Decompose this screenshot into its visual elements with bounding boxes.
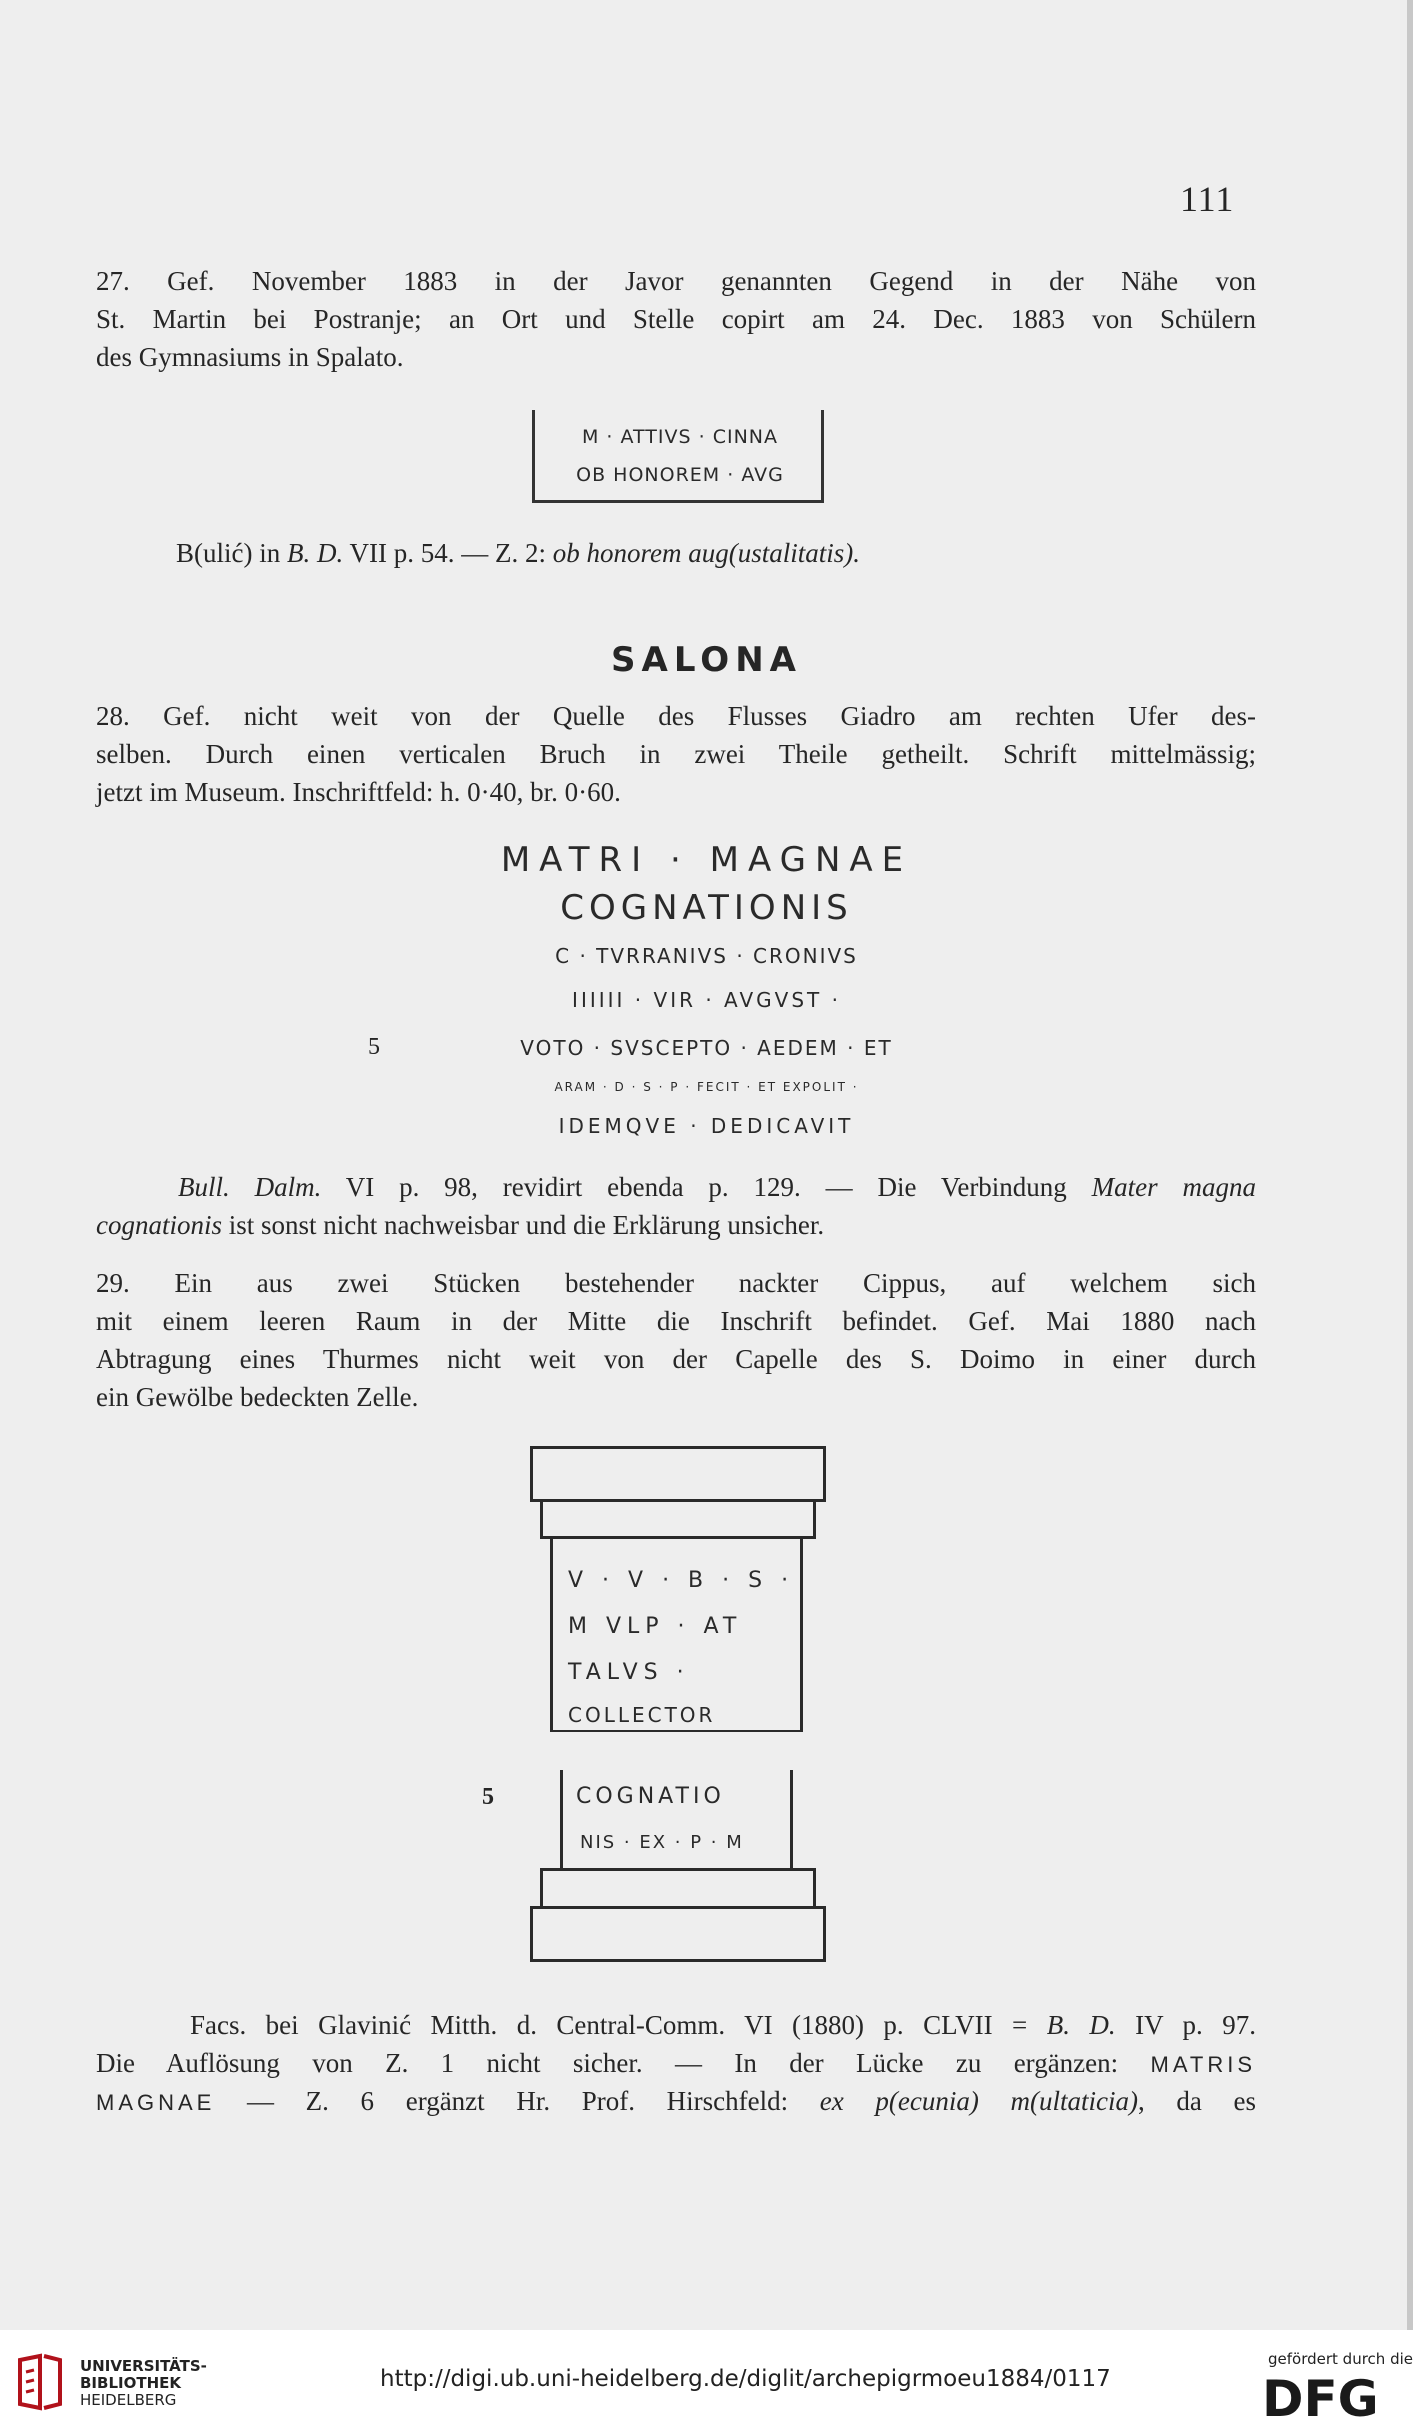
- entry-28-reference: [178, 1168, 1256, 1206]
- foot29-2a: Die Auflösung von Z. 1 nicht sicher. — In der Lücke zu ergänzen:: [96, 2048, 1151, 2078]
- ref-27-prefix: B(ulić) in: [176, 538, 287, 568]
- inscription-28-line-number: 5: [368, 1034, 380, 1060]
- inscription-28-line2: COGNATIONIS: [560, 888, 853, 928]
- inscription-27-line1: M · ATTIVS · CINNA: [582, 426, 778, 448]
- cippus-base-mold-top: [540, 1868, 816, 1871]
- foot29-3a: — Z. 6 ergänzt Hr. Prof. Hirschfeld:: [215, 2086, 820, 2116]
- inscription-29-line5: COGNATIO: [576, 1784, 725, 1809]
- foot29-1b: IV p. 97.: [1115, 2010, 1256, 2040]
- cippus-base-left: [530, 1906, 533, 1962]
- entry-29-footnote-3: [96, 2082, 1256, 2122]
- foot29-3-expansion: ex p(ecunia) m(ultaticia): [819, 2086, 1138, 2116]
- foot29-3b: , da es: [1137, 2086, 1256, 2116]
- entry-28-line2: selben. Durch einen verticalen Bruch in zwei Theile getheilt. Schrift mittelmässig;: [96, 739, 1256, 769]
- cippus-cap-top: [530, 1446, 826, 1449]
- entry-28-text: [96, 697, 1256, 811]
- ref-27-expansion: ob honorem aug(ustalitatis).: [552, 538, 860, 568]
- dfg-logo-text: DFG: [1262, 2370, 1379, 2423]
- page-number: 111: [1180, 179, 1235, 219]
- cippus-cap-right: [823, 1446, 826, 1502]
- entry-29-line2: mit einem leeren Raum in der Mitte die Inschrift befindet. Gef. Mai 1880 nach: [96, 1306, 1256, 1336]
- cippus-base-mold-left: [540, 1868, 543, 1908]
- cippus-mold-right: [813, 1499, 816, 1539]
- foot29-3-spaced: MAGNAE: [96, 2090, 216, 2115]
- cippus-cap-bottom: [530, 1499, 826, 1502]
- cippus-lower-left: [560, 1770, 563, 1870]
- inscription-27-box: [532, 410, 824, 500]
- inscription-28-line3: C · TVRRANIVS · CRONIVS: [555, 944, 858, 968]
- entry-29-line3: Abtragung eines Thurmes nicht weit von der Capelle des S. Doimo in einer durch: [96, 1344, 1256, 1374]
- library-line1: UNIVERSITÄTS-: [80, 2357, 207, 2375]
- library-name[interactable]: [80, 2358, 207, 2409]
- inscription-27-underline: [532, 500, 824, 503]
- entry-29-footnote-1: [190, 2006, 1256, 2044]
- cippus-base-right: [823, 1906, 826, 1962]
- entry-27-line2: St. Martin bei Postranje; an Ort und Stelle copirt am 24. Dec. 1883 von Schülern: [96, 304, 1256, 334]
- entry-29-footnote-2: [96, 2044, 1256, 2084]
- entry-28-reference-2: [96, 1206, 1256, 1244]
- ref-27-mid: VII p. 54. — Z. 2:: [343, 538, 553, 568]
- inscription-29-line4: COLLECTOR: [568, 1703, 716, 1727]
- ref-28-term2: cognationis: [96, 1210, 222, 1240]
- inscription-28-line7: IDEMQVE · DEDICAVIT: [558, 1114, 855, 1138]
- entry-27-reference: [176, 534, 1256, 572]
- library-line2: BIBLIOTHEK: [80, 2374, 181, 2392]
- inscription-29-line1: V · V · B · S ·: [568, 1568, 795, 1593]
- cippus-break-line: [550, 1730, 803, 1732]
- inscription-29-line3: TALVS ·: [568, 1660, 690, 1685]
- cippus-mold-bottom: [540, 1536, 816, 1539]
- ref-28-text2: ist sonst nicht nachweisbar und die Erklärung unsicher.: [222, 1210, 825, 1240]
- entry-27-line3: des Gymnasiums in Spalato.: [96, 342, 404, 372]
- entry-29-text: [96, 1264, 1256, 1416]
- dfg-logo-icon[interactable]: [1262, 2368, 1392, 2423]
- foot29-2-spaced: MATRIS: [1150, 2052, 1256, 2077]
- entry-29-line4: ein Gewölbe bedeckten Zelle.: [96, 1382, 419, 1412]
- funding-label: gefördert durch die: [1268, 2350, 1413, 2368]
- inscription-27-line2: OB HONOREM · AVG: [576, 464, 784, 486]
- cippus-body-right: [800, 1536, 803, 1732]
- entry-27-line1: 27. Gef. November 1883 in der Javor genannten Gegend in der Nähe von: [96, 266, 1256, 296]
- inscription-28-line5: VOTO · SVSCEPTO · AEDEM · ET: [520, 1036, 893, 1060]
- entry-29-line1: 29. Ein aus zwei Stücken bestehender nackter Cippus, auf welchem sich: [96, 1268, 1256, 1298]
- entry-28-line1: 28. Gef. nicht weit von der Quelle des Flusses Giadro am rechten Ufer des-: [96, 701, 1256, 731]
- page-edge: [1407, 0, 1413, 2330]
- ref-28-journal: Bull. Dalm.: [178, 1172, 322, 1202]
- cippus-base-bottom: [530, 1959, 826, 1962]
- inscription-28-line1: MATRI · MAGNAE: [500, 840, 913, 880]
- inscription-29-line-number: 5: [482, 1784, 494, 1810]
- foot29-1a: Facs. bei Glavinić Mitth. d. Central-Comm. VI (1880) p. CLVII =: [190, 2010, 1047, 2040]
- foot29-1-journal: B. D.: [1046, 2010, 1116, 2040]
- ref-27-journal: B. D.: [286, 538, 344, 568]
- library-line3: HEIDELBERG: [80, 2391, 177, 2409]
- entry-27-text: [96, 262, 1256, 376]
- ref-28-text: VI p. 98, revidirt ebenda p. 129. — Die Verbindung: [321, 1172, 1092, 1202]
- section-title: SALONA: [611, 640, 802, 680]
- cippus-base-top: [530, 1906, 826, 1909]
- cippus-cap-left: [530, 1446, 533, 1502]
- ref-28-term: Mater magna: [1091, 1172, 1257, 1202]
- entry-28-line3: jetzt im Museum. Inschriftfeld: h. 0·40, br. 0·60.: [96, 777, 621, 807]
- cippus-mold-left: [540, 1499, 543, 1539]
- inscription-28-line4: IIIIII · VIR · AVGVST ·: [572, 988, 841, 1012]
- cippus-body-left: [550, 1536, 553, 1732]
- inscription-29-line2: M VLP · AT: [568, 1614, 743, 1639]
- permalink-url[interactable]: http://digi.ub.uni-heidelberg.de/diglit/archepigrmoeu1884/0117: [380, 2366, 1111, 2392]
- inscription-29-line6: NIS · EX · P · M: [580, 1832, 744, 1853]
- inscription-28-line6: ARAM · D · S · P · FECIT · ET EXPOLIT ·: [554, 1080, 859, 1094]
- university-library-logo-icon[interactable]: [14, 2352, 66, 2412]
- cippus-base-mold-right: [813, 1868, 816, 1908]
